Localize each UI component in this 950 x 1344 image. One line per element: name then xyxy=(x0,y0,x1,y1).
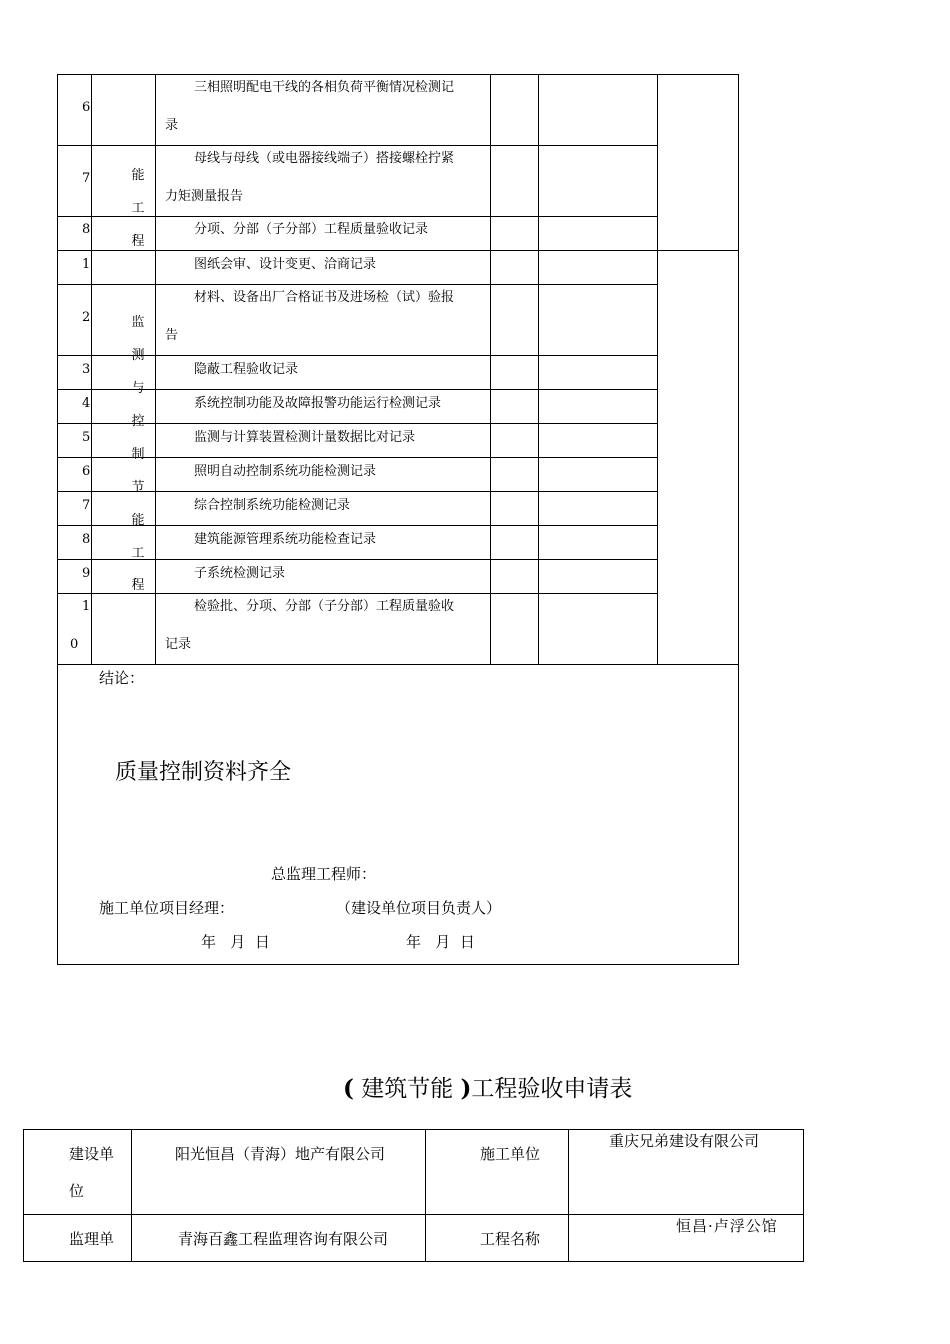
conclusion-text: 质量控制资料齐全 xyxy=(115,760,292,785)
supervisor-unit-value: 青海百鑫工程监理咨询有限公司 xyxy=(178,1230,389,1248)
group-label-char: 节 xyxy=(131,480,145,495)
row-number: 9 xyxy=(82,566,91,581)
project-name-value: 恒昌·卢浮公馆 xyxy=(676,1217,778,1235)
item-text: 力矩测量报告 xyxy=(165,189,244,204)
item-text: 三相照明配电干线的各相负荷平衡情况检测记 xyxy=(194,80,455,95)
group-label-char: 能 xyxy=(131,513,145,528)
row-number: 2 xyxy=(82,310,91,325)
contractor-pm-label: 施工单位项目经理： xyxy=(99,899,235,917)
group-label-char: 测 xyxy=(131,348,145,363)
group-label-char: 工 xyxy=(131,546,145,561)
supervisor-unit-label: 监理单 xyxy=(69,1230,115,1248)
date-left: 年 月 日 xyxy=(201,933,270,951)
group-label-char: 工 xyxy=(131,201,145,216)
row-number: 3 xyxy=(82,362,91,377)
item-text: 综合控制系统功能检测记录 xyxy=(194,498,351,513)
group-label-char: 能 xyxy=(131,168,145,183)
group-label-char: 与 xyxy=(131,381,145,396)
item-text: 材料、设备出厂合格证书及进场检（试）验报 xyxy=(194,290,455,305)
item-text: 检验批、分项、分部（子分部）工程质量验收 xyxy=(194,599,455,614)
date-right: 年 月 日 xyxy=(406,933,475,951)
row-number: 7 xyxy=(82,171,91,186)
row-number: 6 xyxy=(82,100,91,115)
form-title: ( 建筑节能 )工程验收申请表 xyxy=(343,1075,633,1102)
item-text: 隐蔽工程验收记录 xyxy=(194,362,299,377)
contractor-label: 施工单位 xyxy=(480,1145,541,1163)
chief-supervisor-label: 总监理工程师： xyxy=(271,865,377,883)
owner-unit-value: 阳光恒昌（青海）地产有限公司 xyxy=(175,1145,386,1163)
contractor-value: 重庆兄弟建设有限公司 xyxy=(609,1132,760,1150)
item-text: 子系统检测记录 xyxy=(194,566,286,581)
row-number: 6 xyxy=(82,464,91,479)
owner-pm-label: （建设单位项目负责人） xyxy=(336,899,502,917)
item-text: 录 xyxy=(165,118,179,133)
item-text: 照明自动控制系统功能检测记录 xyxy=(194,464,377,479)
item-text: 分项、分部（子分部）工程质量验收记录 xyxy=(194,222,429,237)
row-number: 5 xyxy=(82,430,91,445)
item-text: 记录 xyxy=(165,637,192,652)
row-number: 8 xyxy=(82,222,91,237)
item-text: 图纸会审、设计变更、洽商记录 xyxy=(194,257,377,272)
conclusion-label: 结论： xyxy=(99,669,145,687)
row-number: 7 xyxy=(82,498,91,513)
owner-unit-label: 建设单 xyxy=(69,1145,115,1163)
item-text: 监测与计算装置检测计量数据比对记录 xyxy=(194,430,416,445)
item-text: 告 xyxy=(165,328,179,343)
item-text: 母线与母线（或电器接线端子）搭接螺栓拧紧 xyxy=(194,151,455,166)
row-number: 1 xyxy=(82,257,91,272)
owner-unit-label: 位 xyxy=(69,1182,85,1200)
item-text: 系统控制功能及故障报警功能运行检测记录 xyxy=(194,396,442,411)
row-number: 8 xyxy=(82,532,91,547)
item-text: 建筑能源管理系统功能检查记录 xyxy=(194,532,377,547)
row-number: 4 xyxy=(82,396,91,411)
row-number: 0 xyxy=(70,637,79,652)
group-label-char: 制 xyxy=(131,447,145,462)
group-label-char: 监 xyxy=(131,315,145,330)
project-name-label: 工程名称 xyxy=(480,1230,541,1248)
row-number: 1 xyxy=(82,599,91,614)
group-label-char: 程 xyxy=(131,234,145,249)
group-label-char: 程 xyxy=(131,578,145,593)
group-label-char: 控 xyxy=(131,414,145,429)
